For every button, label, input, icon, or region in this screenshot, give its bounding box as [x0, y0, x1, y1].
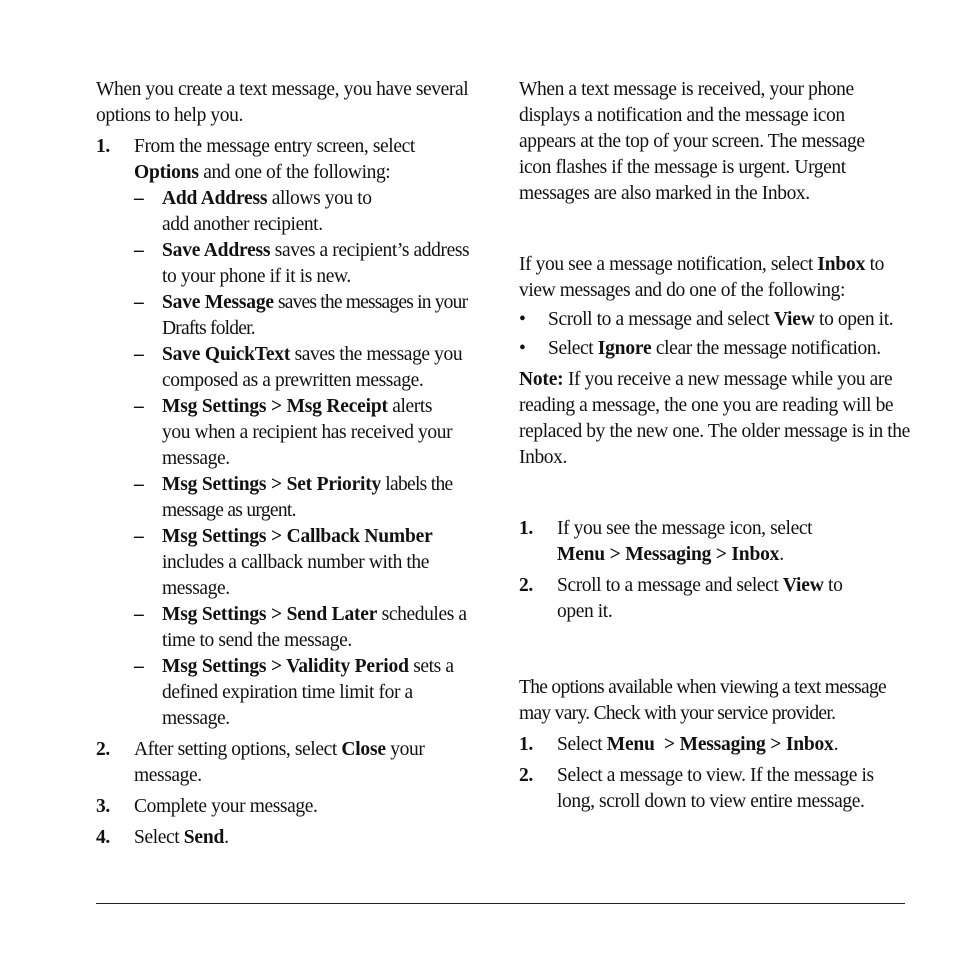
step-2: 2. After setting options, select Close your message.: [96, 739, 425, 786]
step-3: 3. Complete your message.: [96, 794, 488, 820]
step-number: 1.: [96, 136, 110, 157]
step-number: 4.: [96, 827, 110, 848]
note-paragraph: Note: If you receive a new message while you are reading a message, the one you are reading will be replaced by the new one. The older message is in the Inbox.: [519, 369, 910, 468]
option-msg-receipt: – Msg Settings > Msg Receipt alerts you when a recipient has received your message.: [134, 396, 453, 469]
step-number: 2.: [519, 575, 533, 596]
step-number: 1.: [519, 518, 533, 539]
step-number: 2.: [519, 765, 533, 786]
step-1: 1. From the message entry screen, select Options and one of the following:: [96, 136, 415, 183]
step-number: 1.: [519, 734, 533, 755]
footer-rule: [96, 903, 905, 904]
options-term: Options: [134, 162, 199, 183]
close-term: Close: [341, 739, 386, 760]
left-column: [96, 77, 488, 851]
inbox-term: Inbox: [817, 254, 866, 275]
icon-step-2: 2. Scroll to a message and select View to open it.: [519, 575, 843, 622]
option-callback-number: – Msg Settings > Callback Number includes a callback number with the message.: [134, 526, 433, 599]
option-set-priority: – Msg Settings > Set Priority labels the message as urgent.: [134, 474, 453, 521]
option-save-address: – Save Address saves a recipient’s address to your phone if it is new.: [134, 240, 470, 287]
options-vary-paragraph: The options available when viewing a text message may vary. Check with your service provider.: [519, 677, 886, 724]
option-save-message: – Save Message saves the messages in your Drafts folder.: [134, 292, 468, 339]
options-list: [96, 186, 488, 732]
step-4: 4. Select Send.: [96, 825, 488, 851]
option-save-quicktext: – Save QuickText saves the message you composed as a prewritten message.: [134, 344, 463, 391]
step-number: 2.: [96, 739, 110, 760]
option-send-later: – Msg Settings > Send Later schedules a time to send the message.: [134, 604, 467, 651]
received-paragraph: When a text message is received, your phone displays a notification and the message icon appears at the top of your screen. The message icon flashes if the message is urgent. Urgent messages are also marked in the Inbox.: [519, 79, 865, 204]
view-step-1: 1. Select Menu > Messaging > Inbox.: [519, 732, 919, 758]
send-term: Send: [183, 827, 225, 848]
option-add-address: – Add Address allows you to add another recipient.: [134, 188, 372, 235]
bullet-view: • Scroll to a message and select View to open it.: [519, 309, 894, 330]
bullet-ignore: • Select Ignore clear the message notification.: [519, 338, 881, 359]
notification-paragraph: If you see a message notification, select Inbox to view messages and do one of the following:: [519, 254, 884, 301]
view-step-2: 2. Select a message to view. If the message is long, scroll down to view entire message.: [519, 765, 874, 812]
intro-paragraph: When you create a text message, you have several options to help you.: [96, 79, 469, 126]
option-validity-period: – Msg Settings > Validity Period sets a defined expiration time limit for a message.: [134, 656, 454, 729]
icon-step-1: 1. If you see the message icon, select Menu > Messaging > Inbox.: [519, 518, 813, 565]
step-number: 3.: [96, 796, 110, 817]
note-label: Note:: [519, 369, 564, 390]
right-column: [519, 77, 919, 815]
